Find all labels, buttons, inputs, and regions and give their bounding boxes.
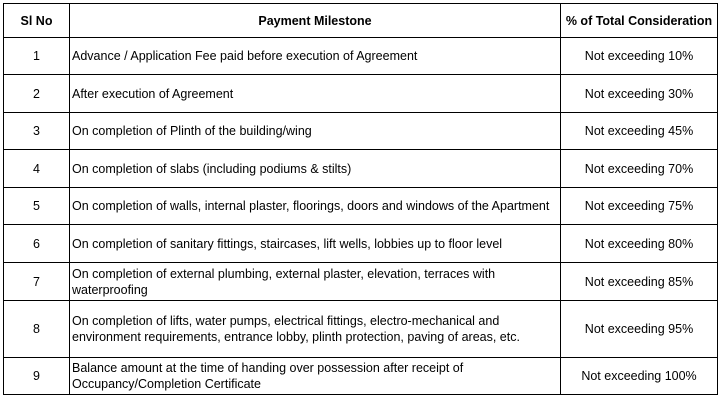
cell-sl-no: 3: [4, 113, 70, 150]
table-row: [4, 113, 718, 150]
table-row: [4, 225, 718, 263]
cell-sl-no: 5: [4, 188, 70, 225]
cell-milestone: On completion of walls, internal plaster, floorings, doors and windows of the Apartment: [70, 188, 561, 225]
table-row: [4, 263, 718, 301]
cell-milestone: Advance / Application Fee paid before execution of Agreement: [70, 38, 561, 75]
cell-milestone: On completion of slabs (including podiums & stilts): [70, 150, 561, 188]
table-row: [4, 188, 718, 225]
table-header-row: [4, 4, 718, 38]
table-row: [4, 75, 718, 113]
cell-percent: Not exceeding 10%: [561, 38, 718, 75]
cell-percent: Not exceeding 100%: [561, 358, 718, 395]
cell-milestone: After execution of Agreement: [70, 75, 561, 113]
table-row: [4, 301, 718, 358]
cell-sl-no: 9: [4, 358, 70, 395]
cell-percent: Not exceeding 95%: [561, 301, 718, 358]
cell-sl-no: 1: [4, 38, 70, 75]
header-percent-total: % of Total Consideration: [561, 4, 718, 38]
cell-sl-no: 7: [4, 263, 70, 301]
cell-milestone: On completion of lifts, water pumps, electrical fittings, electro-mechanical and environment requirements, entrance lobby, plinth protection, paving of areas, etc.: [70, 301, 561, 358]
cell-milestone: On completion of external plumbing, external plaster, elevation, terraces with waterproofing: [70, 263, 561, 301]
cell-percent: Not exceeding 30%: [561, 75, 718, 113]
cell-percent: Not exceeding 75%: [561, 188, 718, 225]
cell-sl-no: 2: [4, 75, 70, 113]
table-row: [4, 150, 718, 188]
cell-percent: Not exceeding 80%: [561, 225, 718, 263]
cell-percent: Not exceeding 70%: [561, 150, 718, 188]
payment-milestone-table: [3, 3, 718, 395]
cell-sl-no: 6: [4, 225, 70, 263]
header-payment-milestone: Payment Milestone: [70, 4, 561, 38]
cell-milestone: On completion of sanitary fittings, staircases, lift wells, lobbies up to floor level: [70, 225, 561, 263]
cell-milestone: On completion of Plinth of the building/wing: [70, 113, 561, 150]
cell-milestone: Balance amount at the time of handing over possession after receipt of Occupancy/Completion Certificate: [70, 358, 561, 395]
cell-sl-no: 4: [4, 150, 70, 188]
table-row: [4, 358, 718, 395]
header-sl-no: Sl No: [4, 4, 70, 38]
table-row: [4, 38, 718, 75]
cell-percent: Not exceeding 45%: [561, 113, 718, 150]
cell-percent: Not exceeding 85%: [561, 263, 718, 301]
cell-sl-no: 8: [4, 301, 70, 358]
